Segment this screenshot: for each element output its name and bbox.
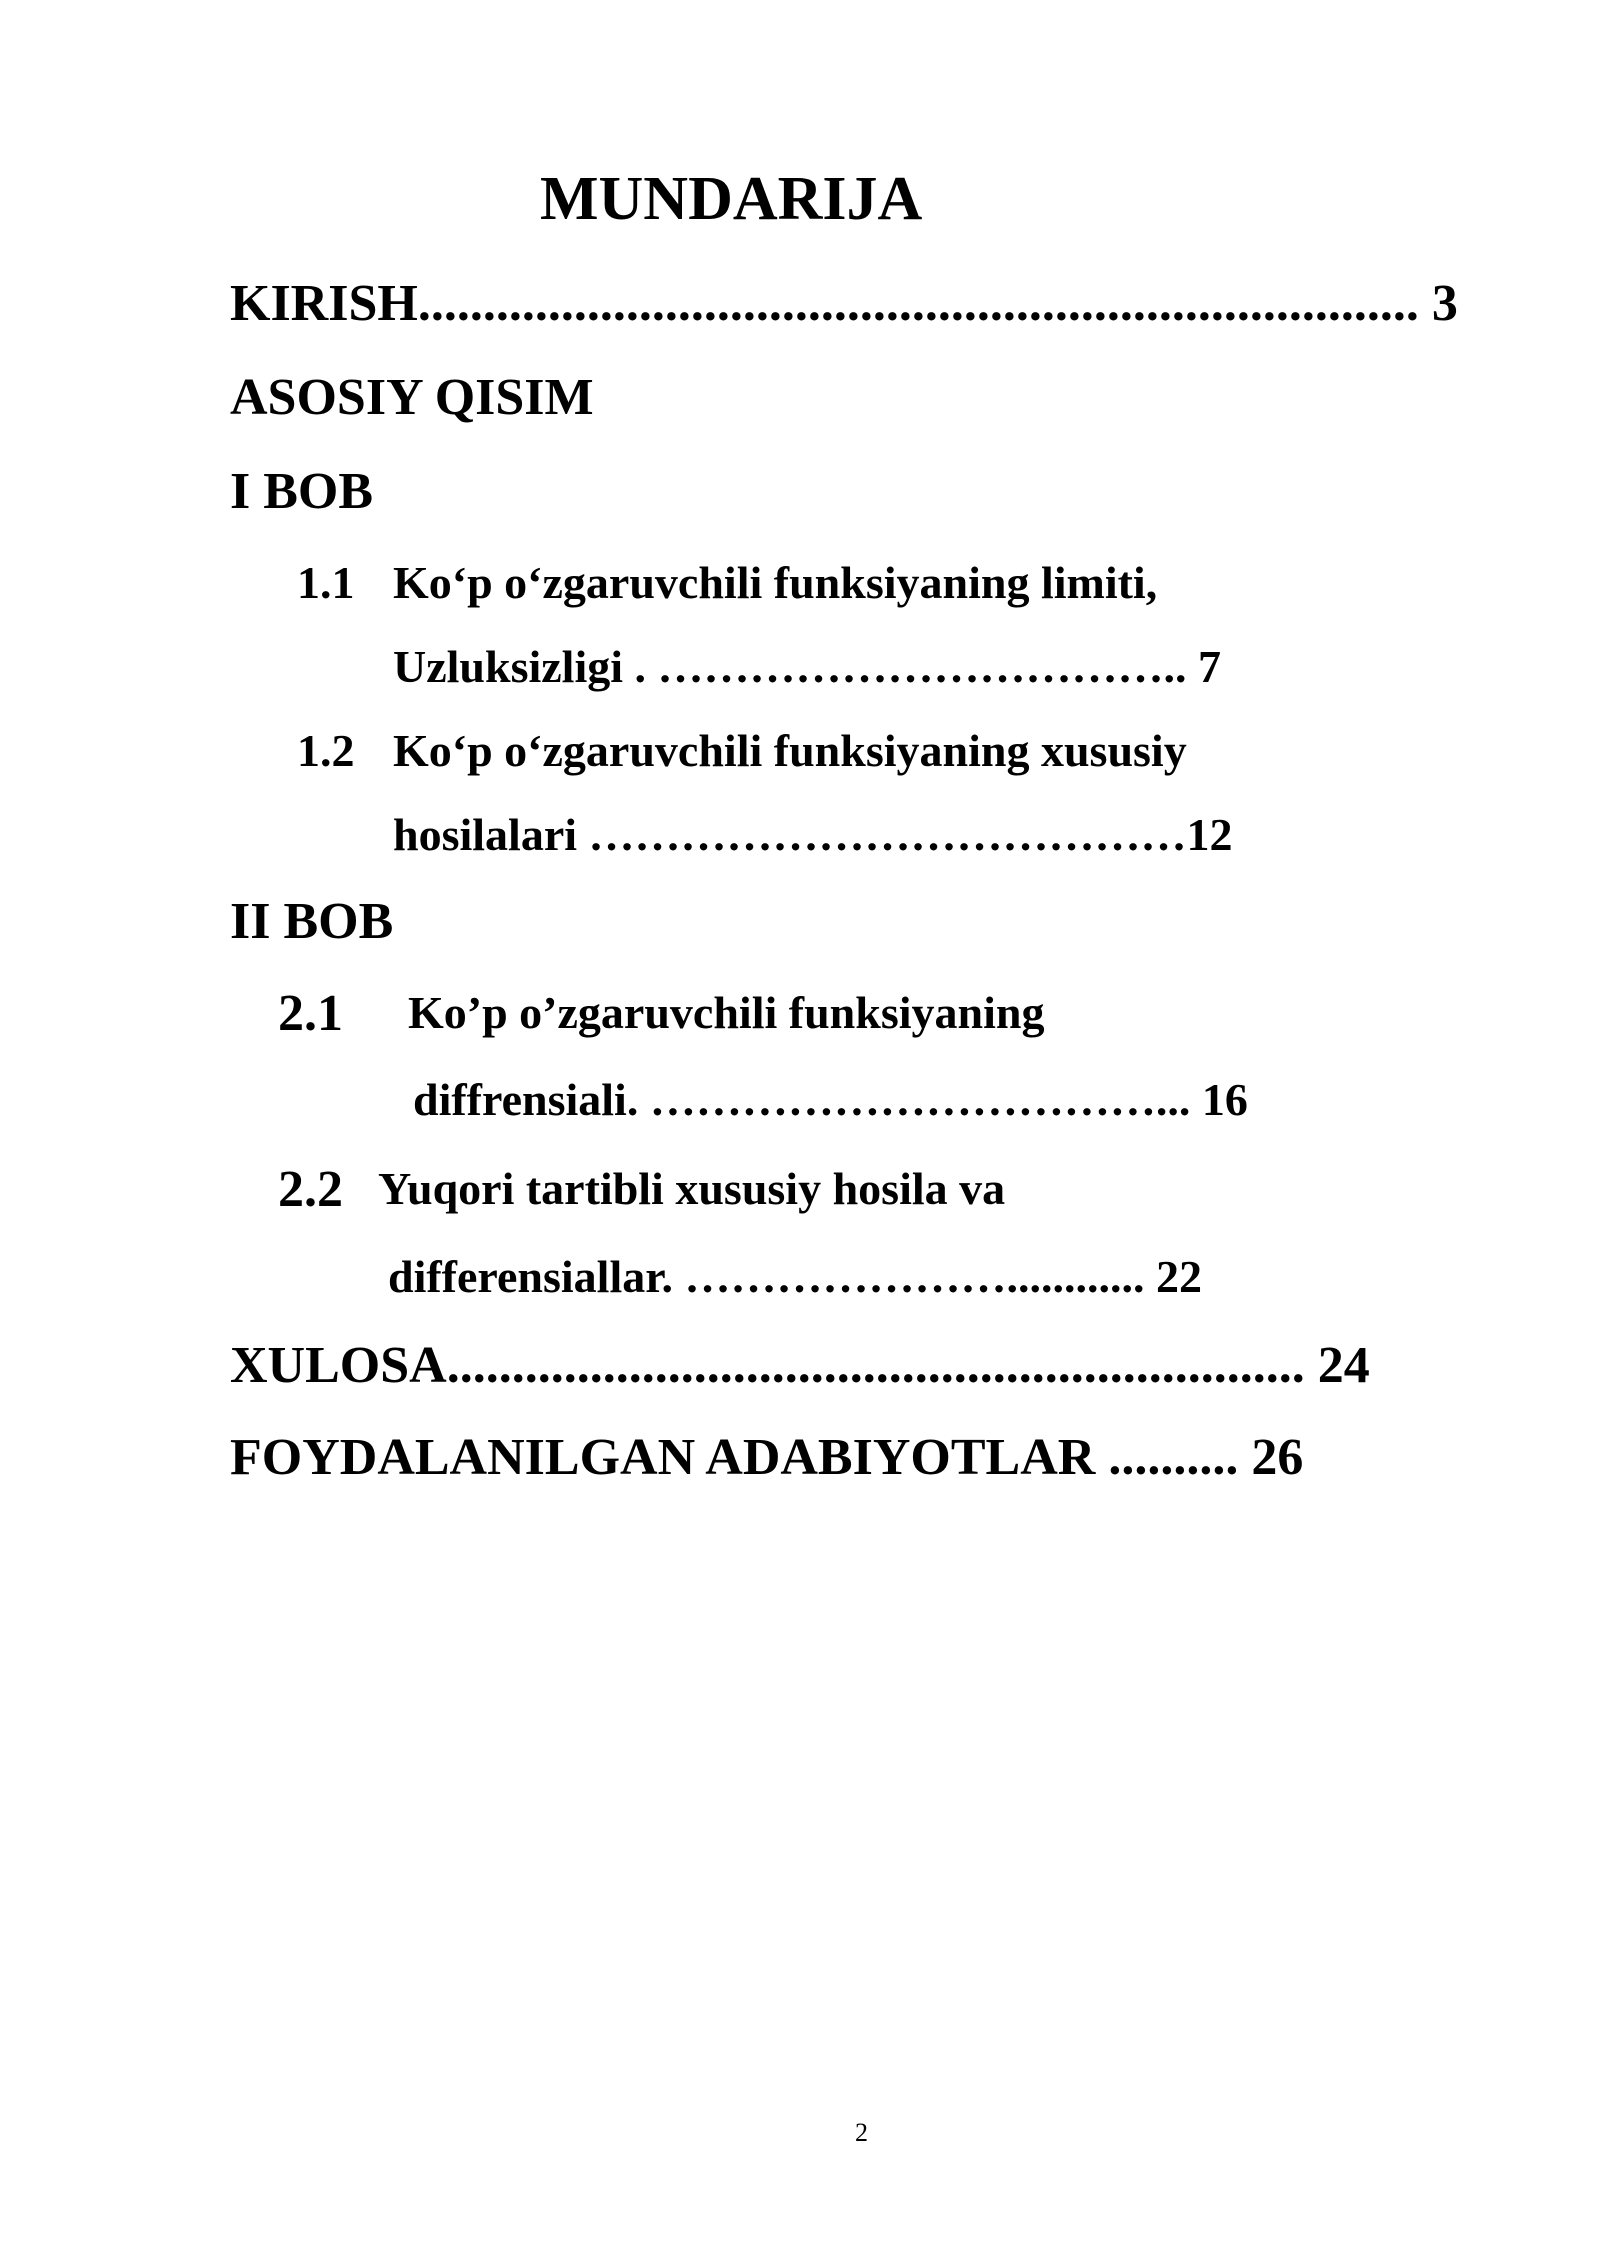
toc-section-1-2-line-2: hosilalari …………………………………12	[393, 809, 1233, 860]
toc-section-2-1-line-1: Ko’p o’zgaruvchili funksiyaning	[408, 987, 1045, 1038]
toc-section-2-2-line-1: Yuqori tartibli xususiy hosila va	[378, 1163, 1006, 1214]
toc-entry-foydalanilgan-adabiyotlar: FOYDALANILGAN ADABIYOTLAR .......... 26	[230, 1429, 1304, 1486]
toc-section-2-2-line-2: differensiallar. …………………............ 22	[388, 1251, 1202, 1302]
toc-section-number-2-2: 2.2	[278, 1161, 343, 1218]
toc-heading-bob-1: I BOB	[230, 463, 374, 520]
toc-entry-xulosa: XULOSA.................................................................. 24	[230, 1337, 1370, 1394]
toc-heading-asosiy-qisim: ASOSIY QISIM	[230, 369, 594, 426]
toc-section-number-1-1: 1.1	[297, 557, 355, 608]
toc-section-number-2-1: 2.1	[278, 985, 343, 1042]
toc-section-number-1-2: 1.2	[297, 725, 355, 776]
toc-title: MUNDARIJA	[540, 165, 923, 233]
toc-section-2-1-line-2: diffrensiali. ……………………………... 16	[413, 1074, 1248, 1125]
toc-heading-bob-2: II BOB	[230, 893, 394, 950]
page-number: 2	[855, 2118, 868, 2147]
toc-entry-kirish: KIRISH............................................................................. 3	[230, 275, 1458, 332]
toc-section-1-2-line-1: Ko‘p o‘zgaruvchili funksiyaning xususiy	[393, 725, 1187, 776]
toc-section-1-1-line-2: Uzluksizligi . …………………………….. 7	[393, 641, 1222, 692]
toc-section-1-1-line-1: Ko‘p o‘zgaruvchili funksiyaning limiti,	[393, 557, 1158, 608]
